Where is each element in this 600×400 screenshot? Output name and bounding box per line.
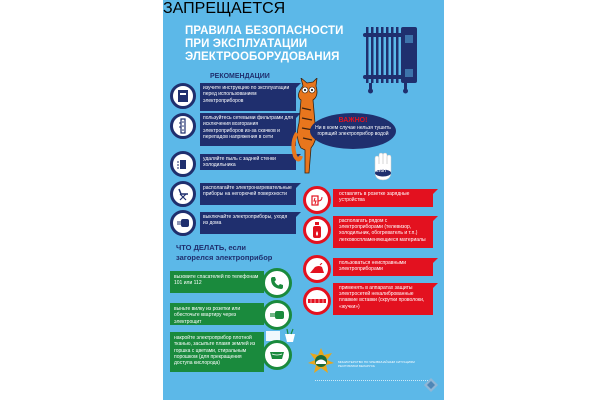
mchs-emblem-icon bbox=[308, 348, 334, 374]
what-to-do-text: вызовите спасателей по телефонам 101 или 112 bbox=[170, 271, 264, 293]
what-to-do-heading-line2: загорелся электроприбор bbox=[176, 252, 273, 262]
recommendation-text: изучите инструкцию по эксплуатации перед использованием электроприборов bbox=[200, 83, 296, 111]
power-strip-icon bbox=[170, 113, 196, 139]
recommendations-heading: РЕКОМЕНДАЦИИ bbox=[210, 73, 270, 80]
safety-poster bbox=[163, 0, 444, 400]
publisher-logo-icon bbox=[424, 378, 438, 392]
charger-in-socket-icon bbox=[303, 186, 331, 214]
poster-title bbox=[185, 25, 343, 64]
ironing-board-icon bbox=[170, 181, 196, 207]
footnote-line bbox=[315, 380, 430, 384]
what-to-do-heading bbox=[176, 243, 272, 262]
important-heading: ВАЖНО! bbox=[338, 117, 368, 124]
makeshift-fuse-icon bbox=[303, 287, 331, 315]
title-line-3: ЭЛЕКТРООБОРУДОВАНИЯ bbox=[185, 51, 340, 63]
stop-hand-icon bbox=[371, 152, 395, 184]
forbidden-text: пользоваться неисправными электроприборами bbox=[333, 258, 433, 276]
recommendation-item bbox=[170, 83, 295, 113]
forbidden-text: располагать рядом с электроприборами (телевизор, холодильник, обогреватель и т.п.) легковоспламеняющиеся материалы bbox=[333, 216, 433, 248]
what-to-do-text: выньте вилку из розетки или обесточьте квартиру через электрощит bbox=[170, 303, 264, 325]
flammable-bottle-icon bbox=[303, 216, 331, 244]
recommendation-item bbox=[170, 151, 295, 181]
unplug-hand-icon bbox=[170, 210, 196, 236]
recommendation-text: удаляйте пыль с задней стенки холодильника bbox=[200, 154, 296, 170]
wet-cloth-basin-icon bbox=[262, 340, 292, 370]
recommendation-item bbox=[170, 181, 295, 211]
manual-book-icon bbox=[170, 83, 196, 109]
forbidden-text: оставлять в розетке зарядные устройства bbox=[333, 189, 433, 207]
unplug-icon bbox=[262, 300, 292, 330]
forbidden-heading: ЗАПРЕЩАЕТСЯ bbox=[163, 0, 286, 17]
title-line-2: ПРИ ЭКСПЛУАТАЦИИ bbox=[185, 38, 308, 50]
faulty-iron-icon bbox=[303, 255, 331, 283]
oil-radiator-icon bbox=[361, 25, 421, 95]
important-warning-bubble bbox=[310, 113, 396, 149]
recommendation-item bbox=[170, 210, 295, 240]
what-to-do-heading-line1: ЧТО ДЕЛАТЬ, если bbox=[176, 243, 246, 252]
dusting-hand-icon bbox=[170, 151, 196, 177]
stop-label: СТОП bbox=[376, 169, 386, 173]
recommendation-text: выключайте электроприборы, уходя из дома bbox=[200, 212, 296, 234]
recommendation-text: располагайте электронагревательные приборы на негорючей поверхности bbox=[200, 183, 296, 205]
phone-icon bbox=[262, 268, 292, 298]
title-line-1: ПРАВИЛА БЕЗОПАСНОСТИ bbox=[185, 25, 344, 37]
recommendation-text: пользуйтесь сетевыми фильтрами для исключения возгорания электроприборов из-за скачков и перепадов напряжения в сети bbox=[200, 113, 296, 146]
forbidden-text: применять в аппаратах защиты электросетей некалиброванные плавкие вставки (скрутки проволоки, «жучки») bbox=[333, 283, 433, 315]
important-text: Ни в коем случае нельзя тушить горящий электроприбор водой bbox=[315, 125, 391, 137]
ministry-name: МИНИСТЕРСТВО ПО ЧРЕЗВЫЧАЙНЫМ СИТУАЦИЯМ РЕСПУБЛИКИ БЕЛАРУСЬ bbox=[338, 360, 415, 368]
recommendation-item bbox=[170, 113, 295, 143]
what-to-do-text: накройте электроприбор плотной тканью, засыпьте пламя землей из горшка с цветами, стиральным порошком (для прекращения доступа кислорода) bbox=[170, 332, 264, 372]
